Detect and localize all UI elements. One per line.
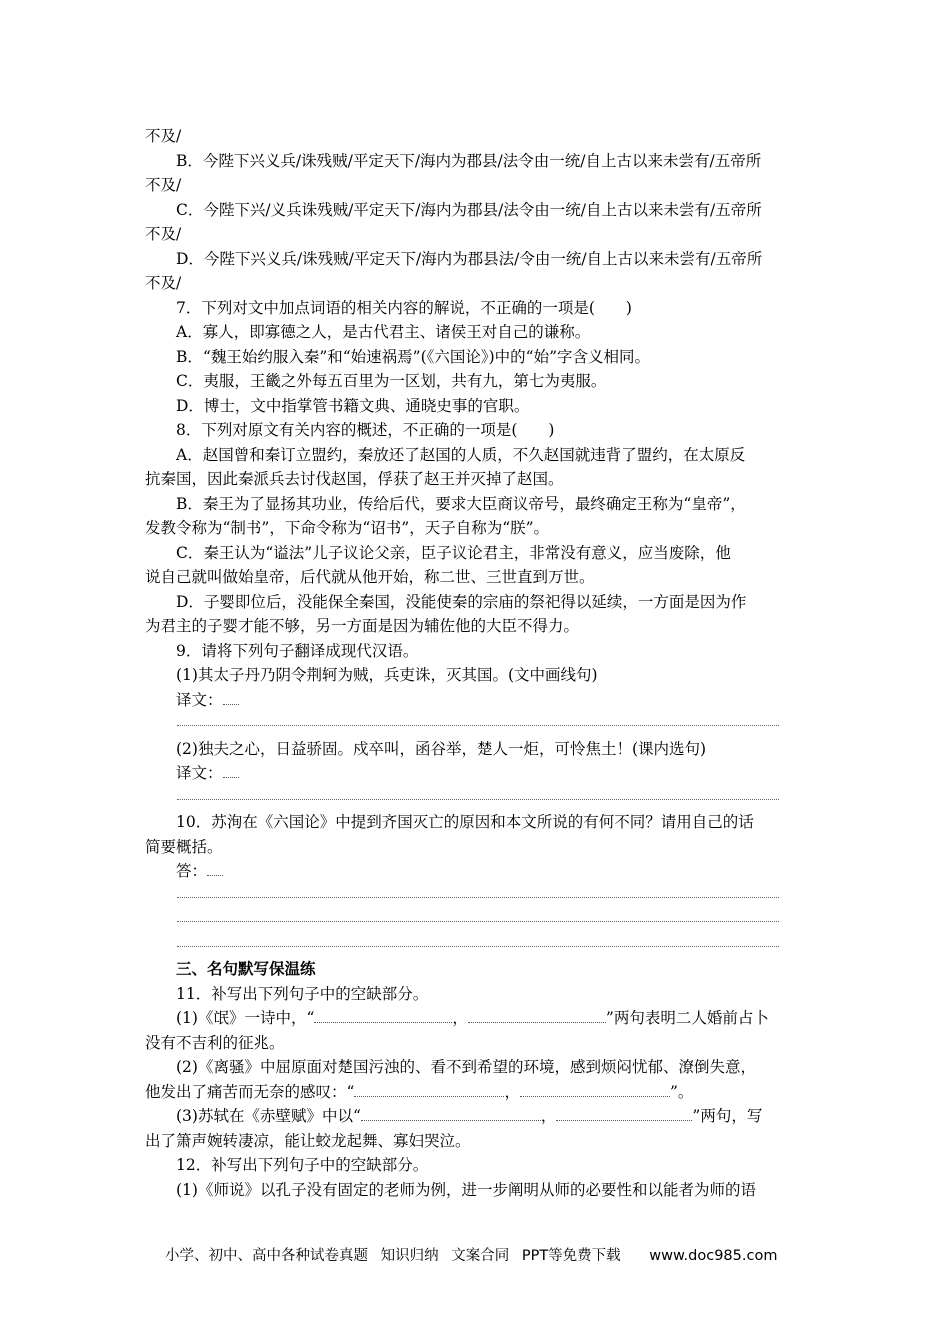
q8-option-b: B．秦王为了显扬其功业，传给后代，要求大臣商议帝号，最终确定王称为“皇帝”，	[176, 494, 746, 513]
answer-line[interactable]	[145, 786, 807, 811]
answer-line[interactable]	[145, 884, 807, 909]
q6-option-a-tail: 不及/	[145, 127, 182, 145]
q8-option-c-cont: 说自己就叫做始皇帝，后代就从他开始，称二世、三世直到万世。	[145, 568, 595, 586]
q8-option-d-cont: 为君主的子婴才能不够，另一方面是因为辅佐他的大臣不得力。	[145, 617, 580, 635]
q6-option-c-tail: 不及/	[145, 225, 182, 243]
q8-option-a: A．赵国曾和秦订立盟约，秦放还了赵国的人质，不久赵国就违背了盟约，在太原反	[176, 445, 746, 464]
q8-option-c: C．秦王认为“谥法”儿子议论父亲，臣子议论君主，非常没有意义，应当废除，他	[176, 543, 731, 562]
page-footer	[165, 1244, 785, 1265]
q10-stem-cont: 简要概括。	[145, 837, 223, 856]
q11-item-3	[145, 1104, 807, 1129]
translation-label: 译文：	[176, 690, 223, 709]
document-content	[145, 124, 807, 1202]
q6-option-b: B．今陛下兴义兵/诛残贼/平定天下/海内为郡县/法令由一统/自上古以来未尝有/五帝所	[176, 151, 762, 170]
answer-blank[interactable]	[207, 861, 223, 876]
q11-item-3-cont: 出了箫声婉转凄凉，能让蛟龙起舞、寡妇哭泣。	[145, 1131, 471, 1150]
q11-item-1-post: ”两句表明二人婚前占卜	[605, 1009, 769, 1027]
q11-item-3-mid: ，	[540, 1107, 557, 1125]
q9-sentence-2: (2)独夫之心，日益骄固。戍卒叫，函谷举，楚人一炬，可怜焦土！(课内选句)	[176, 739, 707, 758]
q11-item-1-mid: ，	[452, 1009, 468, 1027]
q6-option-c: C．今陛下兴/义兵诛残贼/平定天下/海内为郡县/法令由一统/自上古以来未尝有/五帝所	[176, 200, 762, 219]
q11-item-3-post: ”两句，写	[692, 1107, 763, 1125]
footer-text-4: PPT等免费下载	[521, 1248, 621, 1264]
q9-answer-1	[145, 688, 807, 713]
q12-item-1: (1)《师说》以孔子没有固定的老师为例，进一步阐明从师的必要性和以能者为师的语	[176, 1180, 756, 1199]
q9-stem: 9．请将下列句子翻译成现代汉语。	[176, 641, 419, 660]
q8-stem: 8．下列对原文有关内容的概述，不正确的一项是( )	[176, 421, 555, 439]
q7-option-d: D．博士，文中指掌管书籍文典、通晓史事的官职。	[176, 396, 530, 415]
q11-stem: 11．补写出下列句子中的空缺部分。	[176, 984, 429, 1003]
q6-option-b-tail: 不及/	[145, 176, 182, 194]
q11-item-2-mid: ，	[504, 1082, 520, 1101]
q8-option-a-cont: 抗秦国，因此秦派兵去讨伐赵国，俘获了赵王并灭掉了赵国。	[145, 470, 564, 488]
section-title: 三、名句默写保温练	[176, 959, 316, 978]
answer-line[interactable]	[145, 712, 807, 737]
q10-stem: 10．苏洵在《六国论》中提到齐国灭亡的原因和本文所说的有何不同？请用自己的话	[176, 813, 754, 831]
q11-item-2-cont	[145, 1080, 807, 1105]
answer-blank[interactable]	[223, 763, 239, 778]
q11-item-2-pre: 他发出了痛苦而无奈的感叹：“	[145, 1082, 355, 1101]
fill-blank[interactable]	[520, 1082, 670, 1097]
q9-sentence-1: (1)其太子丹乃阴令荆轲为贼，兵吏诛，灭其国。(文中画线句)	[176, 666, 598, 684]
q11-item-2-post: ”。	[669, 1082, 694, 1101]
translation-label: 译文：	[176, 764, 223, 782]
answer-line[interactable]	[145, 933, 807, 958]
answer-label: 答：	[176, 862, 208, 880]
answer-line[interactable]	[145, 908, 807, 933]
q11-item-2: (2)《离骚》中屈原面对楚国污浊的、看不到希望的环境，感到烦闷忧郁、潦倒失意，	[176, 1058, 756, 1076]
fill-blank[interactable]	[361, 1106, 541, 1121]
q6-option-d: D．今陛下兴义兵/诛残贼/平定天下/海内为郡县法/令由一统/自上古以来未尝有/五帝所	[176, 249, 763, 268]
fill-blank[interactable]	[468, 1008, 606, 1023]
q11-item-3-pre: (3)苏轼在《赤壁赋》中以“	[176, 1107, 361, 1125]
footer-text-2: 知识归纳	[380, 1248, 439, 1264]
fill-blank[interactable]	[314, 1008, 452, 1023]
fill-blank[interactable]	[556, 1106, 692, 1121]
footer-website-link[interactable]: www.doc985.com	[649, 1248, 778, 1264]
q11-item-1	[145, 1006, 807, 1031]
q10-answer	[145, 859, 807, 884]
q6-option-d-tail: 不及/	[145, 274, 182, 292]
q8-option-d: D．子婴即位后，没能保全秦国，没能使秦的宗庙的祭祀得以延续，一方面是因为作	[176, 592, 747, 611]
q7-option-c: C．夷服，王畿之外每五百里为一区划，共有九，第七为夷服。	[176, 372, 607, 390]
q8-option-b-cont: 发教令称为“制书”，下命令称为“诏书”，天子自称为“朕”。	[145, 519, 550, 537]
q7-stem: 7．下列对文中加点词语的相关内容的解说，不正确的一项是( )	[176, 298, 632, 317]
q12-stem: 12．补写出下列句子中的空缺部分。	[176, 1156, 429, 1174]
q11-item-1-cont: 没有不吉利的征兆。	[145, 1033, 285, 1052]
q9-answer-2	[145, 761, 807, 786]
answer-blank[interactable]	[223, 690, 239, 705]
q11-item-1-pre: (1)《氓》一诗中，“	[176, 1009, 315, 1027]
q7-option-a: A．寡人，即寡德之人，是古代君主、诸侯王对自己的谦称。	[176, 323, 591, 341]
fill-blank[interactable]	[354, 1082, 504, 1097]
footer-text-1: 小学、初中、高中各种试卷真题	[165, 1248, 368, 1264]
footer-text-3: 文案合同	[451, 1248, 510, 1264]
q7-option-b: B．“魏王始约服入秦”和“始速祸焉”(《六国论》)中的“始”字含义相同。	[176, 347, 651, 366]
